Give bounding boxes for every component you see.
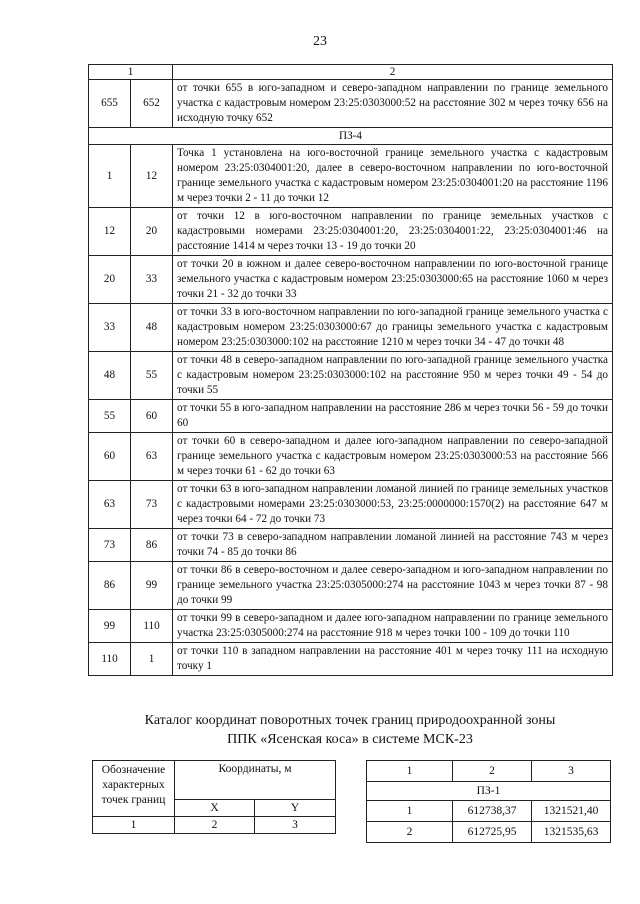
to-point: 99 [131,562,173,610]
coordinate-header-table [92,760,336,834]
catalog-title-line-2: ППК «Ясенская коса» в системе МСК-23 [227,732,473,747]
route-description: от точки 20 в южном и далее северо-восточном направлении по юго-восточной границе земельного участка с кадастровым номером 23:25:0303000:65 на расстояние 1060 м через точки 21 - 32 до точки 33 [173,256,613,304]
section-label: ПЗ-4 [89,128,613,145]
to-point: 12 [131,145,173,208]
table-row [89,208,613,256]
table-row [89,145,613,208]
table-header-row [89,65,613,80]
catalog-title-line-1: Каталог координат поворотных точек границ природоохранной зоны [144,713,556,728]
column-number-2: 2 [175,817,255,834]
route-description-table [88,64,613,676]
designation-header: Обозначение характерных точек границ [93,761,175,817]
table-row [89,643,613,676]
from-point: 99 [89,610,131,643]
table-row [89,80,613,128]
route-description: от точки 73 в северо-западном направлении ломаной линией на расстояние 743 м через точки 74 - 85 до точки 86 [173,529,613,562]
point-number: 1 [367,801,453,822]
x-header: X [175,800,255,817]
from-point: 20 [89,256,131,304]
to-point: 48 [131,304,173,352]
from-point: 55 [89,400,131,433]
to-point: 73 [131,481,173,529]
header-cell-1: 1 [367,761,453,782]
table-row [89,529,613,562]
coordinate-header-row [367,761,611,782]
route-description: от точки 86 в северо-восточном и далее северо-западном и юго-западном направлении по границе земельного участка 23:25:0305000:274 на расстояние 1043 м через точки 87 - 98 до точки 99 [173,562,613,610]
route-description: от точки 655 в юго-западном и северо-западном направлении по границе земельного участка с кадастровым номером 23:25:0303000:52 на расстояние 302 м через точку 656 на исходную точку 652 [173,80,613,128]
coordinates-header: Координаты, м [175,761,336,800]
x-coordinate: 612738,37 [453,801,532,822]
from-point: 110 [89,643,131,676]
section-row [89,128,613,145]
y-coordinate: 1321521,40 [532,801,611,822]
table-row [367,801,611,822]
from-point: 12 [89,208,131,256]
from-point: 86 [89,562,131,610]
x-coordinate: 612725,95 [453,822,532,843]
to-point: 86 [131,529,173,562]
table-row [89,400,613,433]
header-cell-3: 3 [532,761,611,782]
table-row [89,562,613,610]
point-number: 2 [367,822,453,843]
section-row [367,782,611,801]
from-point: 73 [89,529,131,562]
column-number-3: 3 [255,817,336,834]
to-point: 60 [131,400,173,433]
to-point: 33 [131,256,173,304]
table-row [89,481,613,529]
to-point: 63 [131,433,173,481]
route-description: от точки 63 в юго-западном направлении ломаной линией по границе земельных участков с кадастровыми номерами 23:25:0303000:53, 23:25:0000000:1570(2) на расстояние 647 м через точки 64 - 72 до точки 73 [173,481,613,529]
from-point: 48 [89,352,131,400]
header-cell-2: 2 [453,761,532,782]
route-description: от точки 33 в юго-восточном направлении по юго-западной границе земельного участка с кадастровым номером 23:25:0303000:67 до границы земельного участка с кадастровым номером 23:25:0303000:102 на расстояние 1210 м через точки 34 - 47 до точки 48 [173,304,613,352]
to-point: 652 [131,80,173,128]
y-coordinate: 1321535,63 [532,822,611,843]
from-point: 1 [89,145,131,208]
section-label: ПЗ-1 [367,782,611,801]
y-header: Y [255,800,336,817]
route-description: от точки 55 в юго-западном направлении на расстояние 286 м через точки 56 - 59 до точки 60 [173,400,613,433]
from-point: 655 [89,80,131,128]
from-point: 60 [89,433,131,481]
route-description: от точки 99 в северо-западном и далее юго-западном направлении по границе земельного участка 23:25:0305000:274 на расстояние 918 м через точки 100 - 109 до точки 110 [173,610,613,643]
to-point: 20 [131,208,173,256]
to-point: 1 [131,643,173,676]
coordinate-table [366,760,611,843]
route-description: от точки 110 в западном направлении на расстояние 401 м через точку 111 на исходную точку 1 [173,643,613,676]
header-cell-1: 1 [89,65,173,80]
table-row [89,256,613,304]
route-description: Точка 1 установлена на юго-восточной границе земельного участка с кадастровым номером 23:25:0304001:20, далее в северо-восточном направлении по юго-восточной границе земельного участка с кадастровым номером 23:25:0304001:20 на расстояние 1196 м через точки 2 - 11 до точки 12 [173,145,613,208]
from-point: 63 [89,481,131,529]
header-cell-2: 2 [173,65,613,80]
table-row [367,822,611,843]
page-number: 23 [313,34,327,49]
route-description: от точки 60 в северо-западном и далее юго-западном направлении по северо-западной границе земельного участка с кадастровым номером 23:25:0303000:53 на расстояние 566 м через точки 61 - 62 до точки 63 [173,433,613,481]
table-row [89,304,613,352]
route-description: от точки 48 в северо-западном направлении по юго-западной границе земельного участка с кадастровым номером 23:25:0303000:102 на расстояние 950 м через точки 49 - 54 до точки 55 [173,352,613,400]
table-row [89,433,613,481]
to-point: 110 [131,610,173,643]
table-row [89,610,613,643]
table-row [89,352,613,400]
from-point: 33 [89,304,131,352]
route-description: от точки 12 в юго-восточном направлении по границе земельных участков с кадастровыми номерами 23:25:0304001:20, 23:25:0304001:22, 23:25:0304001:46 на расстояние 1414 м через точки 13 - 19 до точки 20 [173,208,613,256]
column-number-1: 1 [93,817,175,834]
to-point: 55 [131,352,173,400]
